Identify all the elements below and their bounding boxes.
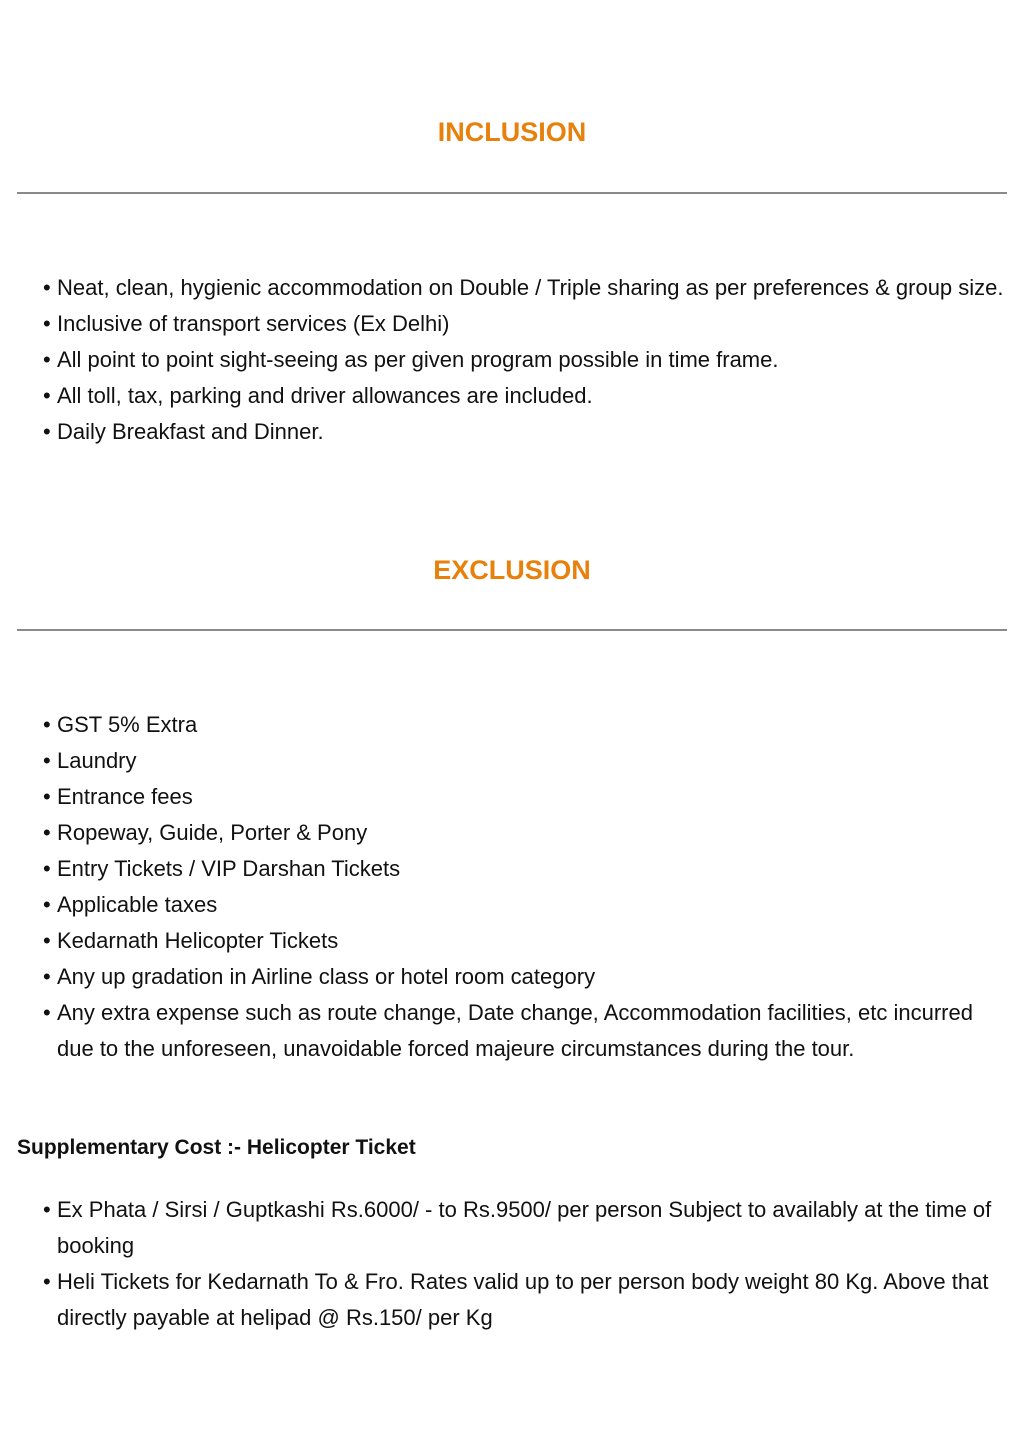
- bullet-icon: •: [43, 275, 51, 300]
- inclusion-item-text: Daily Breakfast and Dinner.: [57, 419, 324, 444]
- inclusion-list: [0, 270, 1010, 450]
- bullet-icon: •: [43, 347, 51, 372]
- exclusion-item-text: Any up gradation in Airline class or hotel room category: [57, 964, 596, 989]
- inclusion-title: INCLUSION: [437, 117, 587, 147]
- inclusion-item-text: Neat, clean, hygienic accommodation on Double / Triple sharing as per preferences & group size.: [57, 275, 1004, 300]
- bullet-icon: •: [43, 1269, 51, 1294]
- list-item: [0, 1192, 1010, 1264]
- exclusion-list: [0, 707, 1010, 1067]
- list-item: [0, 851, 1010, 887]
- list-item: [0, 414, 1010, 450]
- list-item: [0, 995, 1010, 1067]
- exclusion-item-text: Laundry: [57, 748, 137, 773]
- list-item: [0, 1264, 1010, 1336]
- bullet-icon: •: [43, 820, 51, 845]
- exclusion-item-text: Ropeway, Guide, Porter & Pony: [57, 820, 368, 845]
- bullet-icon: •: [43, 1197, 51, 1222]
- exclusion-item-text: Applicable taxes: [57, 892, 218, 917]
- bullet-icon: •: [43, 784, 51, 809]
- bullet-icon: •: [43, 383, 51, 408]
- exclusion-title: EXCLUSION: [433, 555, 591, 585]
- inclusion-item-text: Inclusive of transport services (Ex Delhi): [57, 311, 450, 336]
- bullet-icon: •: [43, 856, 51, 881]
- list-item: [0, 887, 1010, 923]
- list-item: [0, 923, 1010, 959]
- supplementary-list: [0, 1192, 1010, 1336]
- bullet-icon: •: [43, 892, 51, 917]
- list-item: [0, 743, 1010, 779]
- inclusion-item-text: All point to point sight-seeing as per given program possible in time frame.: [57, 347, 779, 372]
- bullet-icon: •: [43, 1000, 51, 1025]
- exclusion-item-text: Entry Tickets / VIP Darshan Tickets: [57, 856, 401, 881]
- bullet-icon: •: [43, 928, 51, 953]
- list-item: [0, 270, 1010, 306]
- inclusion-item-text: All toll, tax, parking and driver allowances are included.: [57, 383, 593, 408]
- exclusion-item-text: Entrance fees: [57, 784, 193, 809]
- list-item: [0, 779, 1010, 815]
- list-item: [0, 306, 1010, 342]
- inclusion-divider: [17, 192, 1007, 194]
- bullet-icon: •: [43, 964, 51, 989]
- bullet-icon: •: [43, 311, 51, 336]
- exclusion-divider: [17, 629, 1007, 631]
- supplementary-item-text: Heli Tickets for Kedarnath To & Fro. Rates valid up to per person body weight 80 Kg. Above that directly payable at helipad @ Rs.150/ per Kg: [57, 1269, 989, 1330]
- bullet-icon: •: [43, 712, 51, 737]
- exclusion-item-text: Any extra expense such as route change, Date change, Accommodation facilities, etc incurred due to the unforeseen, unavoidable forced majeure circumstances during the tour.: [57, 1000, 973, 1061]
- list-item: [0, 815, 1010, 851]
- bullet-icon: •: [43, 419, 51, 444]
- bullet-icon: •: [43, 748, 51, 773]
- list-item: [0, 378, 1010, 414]
- exclusion-item-text: GST 5% Extra: [57, 712, 198, 737]
- list-item: [0, 707, 1010, 743]
- list-item: [0, 959, 1010, 995]
- list-item: [0, 342, 1010, 378]
- supplementary-title: Supplementary Cost :- Helicopter Ticket: [17, 1136, 416, 1159]
- supplementary-item-text: Ex Phata / Sirsi / Guptkashi Rs.6000/ - to Rs.9500/ per person Subject to availably at the time of booking: [57, 1197, 992, 1258]
- exclusion-item-text: Kedarnath Helicopter Tickets: [57, 928, 339, 953]
